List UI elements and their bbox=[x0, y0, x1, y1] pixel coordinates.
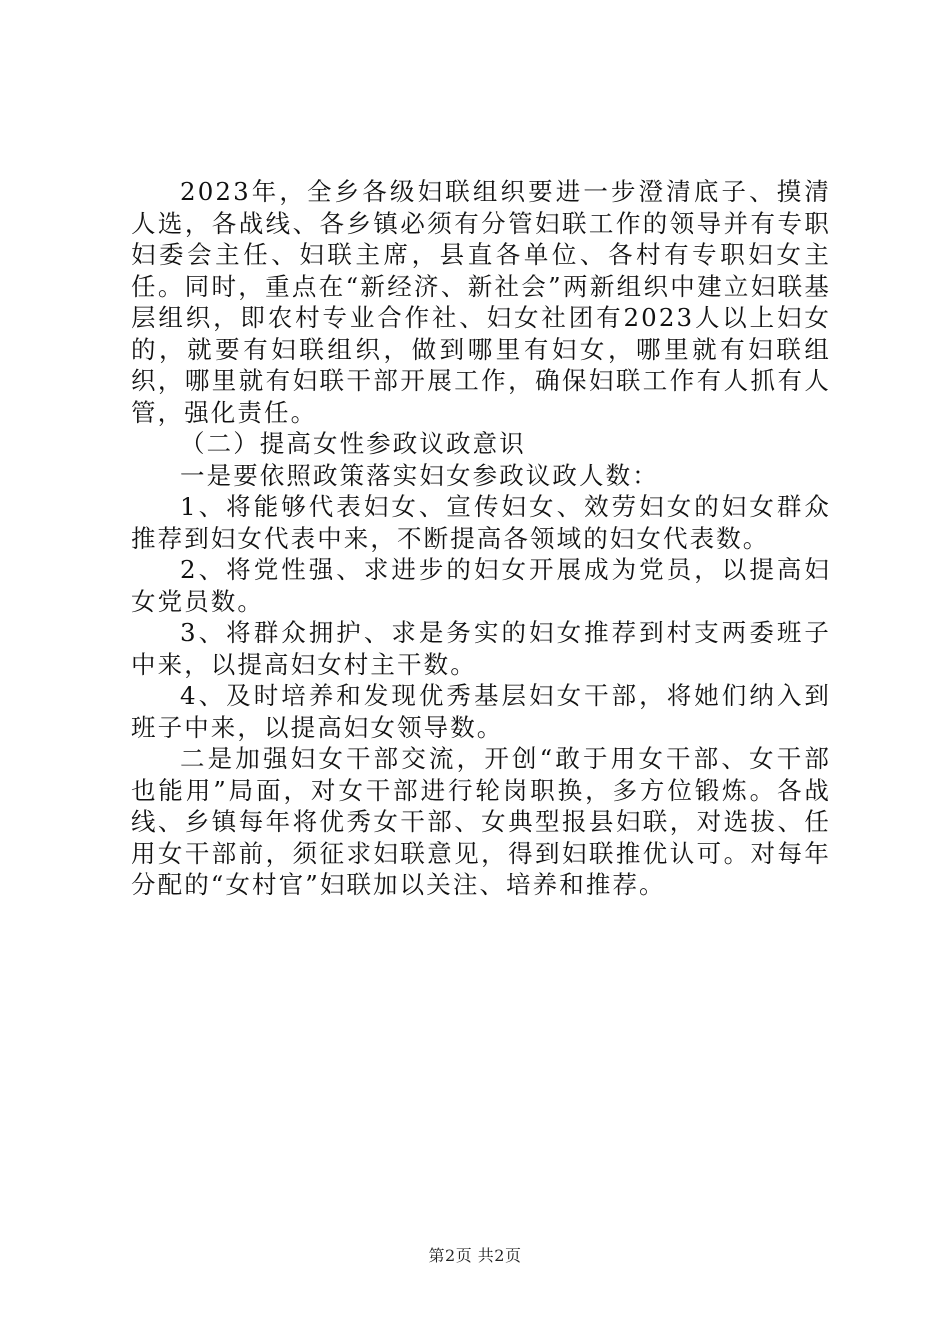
list-item-2: 2、将党性强、求进步的妇女开展成为党员，以提高妇女党员数。 bbox=[131, 555, 831, 616]
document-body bbox=[131, 176, 831, 901]
section-heading: （二）提高女性参政议政意识 bbox=[180, 429, 526, 458]
paragraph-intro: 2023年，全乡各级妇联组织要进一步澄清底子、摸清人选，各战线、各乡镇必须有分管妇联工作的领导并有专职妇委会主任、妇联主席，县直各单位、各村有专职妇女主任。同时，重点在“新经济、新社会”两新组织中建立妇联基层组织，即农村专业合作社、妇女社团有2023人以上妇女的，就要有妇联组织，做到哪里有妇女，哪里就有妇联组织，哪里就有妇联干部开展工作，确保妇联工作有人抓有人管，强化责任。 bbox=[131, 177, 831, 427]
list-item-4: 4、及时培养和发现优秀基层妇女干部，将她们纳入到班子中来，以提高妇女领导数。 bbox=[131, 681, 831, 742]
list-item-1: 1、将能够代表妇女、宣传妇女、效劳妇女的妇女群众推荐到妇女代表中来，不断提高各领域的妇女代表数。 bbox=[131, 492, 831, 553]
page-footer: 第2页 共2页 bbox=[428, 1246, 522, 1265]
paragraph-lead: 一是要依照政策落实妇女参政议政人数： bbox=[180, 460, 659, 490]
paragraph-exchange: 二是加强妇女干部交流，开创“敢于用女干部、女干部也能用”局面，对女干部进行轮岗职换，多方位锻炼。各战线、乡镇每年将优秀女干部、女典型报县妇联，对选拔、任用女干部前，须征求妇联意见，得到妇联推优认可。对每年分配的“女村官”妇联加以关注、培养和推荐。 bbox=[131, 744, 831, 899]
list-item-3: 3、将群众拥护、求是务实的妇女推荐到村支两委班子中来，以提高妇女村主干数。 bbox=[131, 618, 831, 679]
